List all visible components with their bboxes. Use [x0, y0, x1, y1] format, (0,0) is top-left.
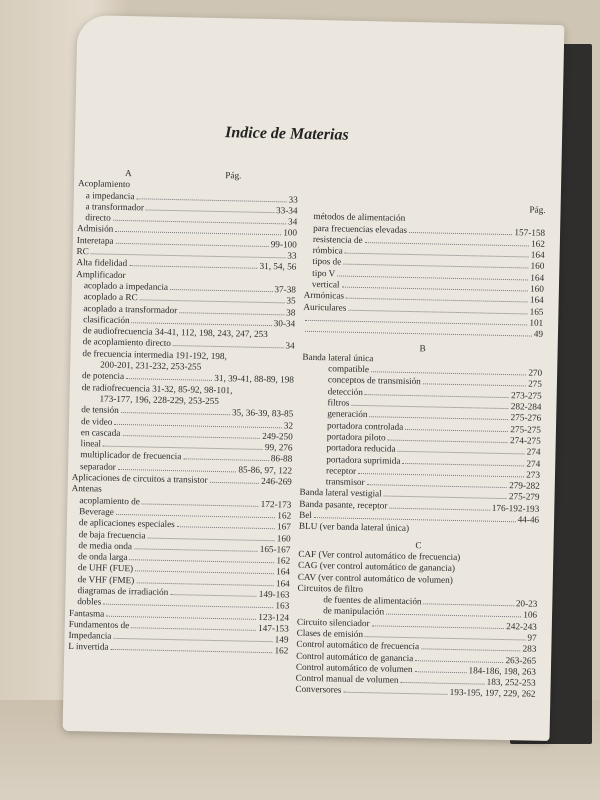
index-entry-label: transmisor	[325, 476, 365, 488]
index-entry-label: Clases de emisión	[296, 627, 364, 640]
index-entry-label: Impedancia	[68, 630, 112, 641]
leader-dots	[365, 387, 509, 398]
index-entry-label: Circuito silenciador	[296, 616, 370, 628]
letter-a: A	[124, 168, 132, 179]
index-entry-page: 165	[529, 306, 544, 317]
index-list-a	[68, 178, 298, 657]
index-entry-label: Aplicaciones de circuitos a transistor	[71, 471, 208, 485]
index-entry-label: Antenas	[71, 483, 102, 494]
leader-dots	[400, 675, 484, 685]
index-entry-page: 164	[275, 577, 290, 589]
book-page	[63, 15, 565, 741]
pag-label-left: Pág.	[225, 170, 242, 181]
index-entry-label: Beverage	[79, 506, 114, 517]
index-list-a-continued	[303, 200, 546, 341]
index-entry-label: Control automático de ganancia	[296, 650, 414, 663]
index-entry-label: de fuentes de alimentación	[323, 594, 422, 607]
leader-dots	[398, 444, 525, 455]
index-entry-label: filtros	[327, 397, 350, 408]
leader-dots	[170, 587, 257, 597]
leader-dots	[414, 664, 466, 673]
index-entry-label: lineal	[80, 438, 102, 449]
index-entry-label: Amplificador	[76, 268, 126, 280]
leader-dots	[384, 489, 507, 500]
index-entry-page: 106	[523, 609, 538, 621]
index-entry-page: 193-195, 197, 229, 262	[449, 687, 536, 700]
index-entry-label: tipo V	[312, 267, 336, 279]
index-entry-label: métodos de alimentación	[313, 211, 406, 224]
index-entry-label: Banda lateral única	[302, 351, 374, 364]
index-entry-label: Fantasma	[68, 607, 105, 619]
index-entry-label: BLU (ver banda lateral única)	[298, 521, 410, 534]
index-entry-page: 274-275	[510, 435, 541, 446]
index-entry-label: a transformador	[85, 201, 145, 213]
index-entry-label: multiplicador de frecuencia	[80, 449, 182, 462]
index-entry-page: 165-167	[259, 543, 291, 555]
index-entry-page: 160	[530, 261, 545, 272]
index-entry-label: L invertida	[68, 641, 109, 653]
index-entry-label: dobles	[77, 596, 102, 607]
index-entry-label: CAG (ver control automático de ganancia)	[297, 559, 456, 574]
index-entry-page: 273	[526, 469, 541, 480]
index-entry-page: 183, 252-253	[486, 676, 536, 688]
index-entry-page: 123-124	[258, 611, 290, 623]
index-entry-page: 163	[275, 600, 290, 611]
index-entry-label: de onda larga	[78, 551, 128, 563]
index-entry-page: 184-186, 198, 263	[468, 665, 537, 677]
index-entry-page: 149	[274, 634, 289, 645]
index-list-c	[295, 549, 538, 701]
index-entry-label: portadora piloto	[326, 431, 386, 443]
index-entry-label: Conversores	[295, 684, 342, 696]
index-entry-page: 162	[277, 510, 292, 521]
index-entry-page: 31, 54, 56	[259, 261, 297, 272]
index-entry-label: 173-177, 196, 228-229, 253-255	[99, 393, 220, 406]
leader-dots	[405, 422, 508, 432]
index-entry-label: de acoplamiento directo	[82, 336, 172, 349]
index-entry-label: Fundamentos de	[68, 618, 130, 631]
leader-dots	[118, 462, 237, 472]
index-entry-label: de video	[80, 415, 113, 427]
leader-dots	[129, 258, 258, 269]
index-entry-page: 30-34	[273, 318, 296, 329]
index-entry-page: 147-153	[258, 622, 289, 634]
index-entry-page: 275-275	[510, 423, 542, 435]
index-entry-page: 275-276	[510, 412, 542, 424]
index-entry-page: 34	[287, 216, 298, 227]
leader-dots	[136, 575, 274, 586]
index-entry-label: portadora reducida	[326, 442, 396, 454]
index-entry-label: vertical	[311, 279, 340, 290]
index-entry-page: 164	[276, 566, 291, 577]
index-entry-label: acoplamiento de	[79, 494, 140, 506]
index-entry-label: portadora controlada	[326, 419, 404, 432]
index-entry-page: 172-173	[260, 498, 292, 510]
index-entry-page: 33	[287, 250, 297, 261]
leader-dots	[122, 428, 260, 439]
leader-dots	[170, 282, 273, 292]
index-entry-label: de baja frecuencia	[78, 528, 146, 541]
leader-dots	[421, 642, 521, 652]
index-entry-page: 99, 276	[264, 442, 293, 453]
index-entry-page: 249-250	[262, 430, 293, 442]
index-entry-label: de radiofrecuencia 31-32, 85-92, 98-101,	[81, 381, 233, 395]
index-entry-page: 33	[288, 194, 298, 205]
leader-dots	[179, 305, 284, 315]
index-entry-page: 167	[276, 521, 291, 532]
index-entry-page: 275-279	[508, 491, 540, 503]
index-entry-label: detección	[327, 386, 364, 397]
index-entry-label: Banda pasante, receptor	[299, 498, 388, 511]
index-entry-page: 100	[283, 227, 298, 239]
index-entry-page: 35	[286, 295, 296, 306]
index-entry-page: 162	[530, 238, 545, 249]
index-entry-page: 274	[526, 446, 541, 458]
index-entry-label: CAV (ver control automático de volumen)	[297, 571, 453, 585]
index-entry-label: Control automático de frecuencia	[296, 638, 420, 652]
index-entry-label: directo	[85, 212, 111, 223]
index-entry-label: conceptos de transmisión	[327, 374, 421, 387]
index-entry-label: separador	[80, 460, 116, 472]
index-entry-label: de manipulación	[323, 605, 385, 617]
index-entry-page: 85-86, 97, 122	[238, 464, 293, 476]
leader-dots	[372, 618, 505, 629]
leader-dots	[142, 496, 259, 506]
index-entry-label: portadora suprimida	[326, 453, 401, 466]
index-entry-page: 38	[286, 306, 296, 318]
leader-dots	[388, 433, 509, 444]
index-entry-page: 242-243	[506, 620, 537, 632]
index-entry-label: receptor	[325, 465, 357, 476]
letter-b: B	[419, 342, 426, 353]
leader-dots	[146, 202, 274, 213]
index-entry-label: generación	[327, 408, 368, 420]
index-entry-label: de VHF (FME)	[77, 573, 135, 585]
leader-dots	[135, 564, 274, 575]
index-entry-page: 32	[283, 419, 294, 431]
index-entry-page: 97	[527, 632, 537, 643]
index-entry-label: de potencia	[81, 370, 125, 382]
index-entry-label: Admisión	[76, 223, 114, 235]
index-entry-page: 33-34	[275, 205, 298, 216]
leader-dots	[147, 530, 275, 541]
leader-dots	[177, 519, 275, 529]
index-entry-page: 275	[528, 378, 543, 390]
index-entry-page: 274	[526, 458, 541, 469]
index-entry-label: acoplado a transformador	[83, 302, 178, 315]
leader-dots	[389, 500, 490, 510]
index-entry-label: de audiofrecuencia 34-41, 112, 198, 243, 247, 253	[82, 325, 268, 340]
index-entry-page: 246-269	[261, 475, 292, 487]
index-entry-label: acoplado a impedancia	[83, 280, 169, 292]
index-entry-page: 101	[529, 317, 544, 328]
index-entry-page: 164	[530, 249, 545, 260]
index-entry-label: de UHF (FUE)	[77, 562, 134, 574]
leader-dots	[367, 477, 508, 488]
index-entry-label: en cascada	[80, 426, 121, 438]
index-entry-page: 279-282	[509, 480, 540, 491]
index-entry-page: 270	[528, 367, 543, 378]
index-entry-label: Bel	[299, 509, 313, 521]
index-entry-label: Interetapa	[76, 234, 114, 246]
index-entry-label: Armónicas	[303, 290, 345, 301]
index-entry-label: a impedancia	[85, 189, 135, 201]
leader-dots	[409, 225, 513, 235]
index-entry-label: 200-201, 231-232, 253-255	[100, 359, 202, 372]
index-entry-label: para frecuencias elevadas	[313, 222, 408, 235]
leader-dots	[386, 607, 521, 618]
index-entry-page: 35, 36-39, 83-85	[231, 407, 294, 419]
index-entry-page: 164	[530, 272, 545, 283]
index-entry-page: 273-275	[510, 389, 542, 401]
leader-dots	[134, 541, 258, 552]
index-entry-page: 162	[276, 555, 291, 566]
index-entry-label: Circuitos de filtro	[297, 582, 364, 594]
index-entry-page: 149-163	[258, 588, 290, 600]
index-entry-label: Acoplamiento	[77, 178, 131, 190]
index-entry-label: de frecuencia intermedia 191-192, 198,	[82, 347, 227, 361]
index-entry-page: 283	[522, 643, 537, 655]
pag-label-right-text: Pág.	[529, 204, 546, 215]
index-entry-label: compatible	[328, 363, 370, 375]
leader-dots	[131, 620, 256, 631]
index-entry-label: Auriculares	[303, 301, 347, 313]
index-entry-page: 160	[530, 283, 545, 294]
index-entry-page: 164	[529, 294, 544, 306]
leader-dots	[402, 455, 524, 466]
index-entry-label: Alta fidelidad	[76, 257, 128, 269]
index-entry-page: 282-284	[510, 401, 542, 412]
index-entry-label: de aplicaciones especiales	[78, 517, 175, 530]
index-entry-page: 20-23	[515, 598, 538, 609]
index-entry-page: 44-46	[517, 514, 540, 525]
index-entry-page: 162	[274, 645, 289, 656]
index-entry-page: 49	[533, 328, 544, 340]
leader-dots	[126, 371, 212, 381]
index-entry-label: de media onda	[78, 539, 133, 552]
index-entry-label: Banda lateral vestigial	[299, 487, 382, 499]
index-entry-page: 99-100	[270, 238, 297, 250]
index-entry-label: Control manual de volumen	[295, 672, 399, 686]
index-entry-label: clasificación	[83, 314, 130, 325]
leader-dots	[343, 685, 447, 695]
index-entry-label: CAF (Ver control automático de frecuencia)	[298, 548, 461, 563]
leader-dots	[423, 377, 526, 387]
leader-dots	[369, 410, 508, 421]
leader-dots	[424, 596, 514, 606]
index-entry-label: rómbica	[312, 245, 343, 256]
leader-dots	[132, 315, 272, 326]
index-list-b	[299, 352, 543, 538]
leader-dots	[210, 475, 260, 484]
index-entry-label: tipos de	[312, 256, 342, 268]
index-column-left	[68, 167, 298, 657]
index-entry-label: de tensión	[81, 404, 119, 416]
letter-c: C	[415, 539, 422, 550]
index-entry-page: 37-38	[274, 284, 296, 295]
index-entry-label: Control automático de volumen	[295, 661, 413, 675]
index-entry-label: diagramas de irradiación	[77, 585, 169, 597]
index-entry-page: 31, 39-41, 88-89, 198	[214, 373, 295, 385]
index-entry-label: resistencia de	[312, 233, 363, 245]
leader-dots	[173, 339, 284, 349]
index-entry-page: 176-192-193	[491, 502, 540, 514]
leader-dots	[183, 452, 269, 462]
leader-dots	[129, 552, 274, 563]
index-entry-page: 160	[276, 532, 291, 544]
index-column-right	[295, 200, 545, 701]
leader-dots	[121, 405, 230, 415]
index-entry-label: RC	[76, 246, 89, 257]
index-entry-page: 86-88	[270, 453, 293, 464]
index-entry-label: acoplado a RC	[83, 291, 138, 303]
page-title: Indice de Materias	[224, 124, 349, 144]
leader-dots	[415, 653, 503, 663]
leader-dots	[140, 293, 285, 304]
index-entry-page: 263-265	[505, 654, 537, 666]
index-entry-page: 157-158	[514, 226, 546, 238]
index-entry-page: 34	[285, 340, 295, 352]
